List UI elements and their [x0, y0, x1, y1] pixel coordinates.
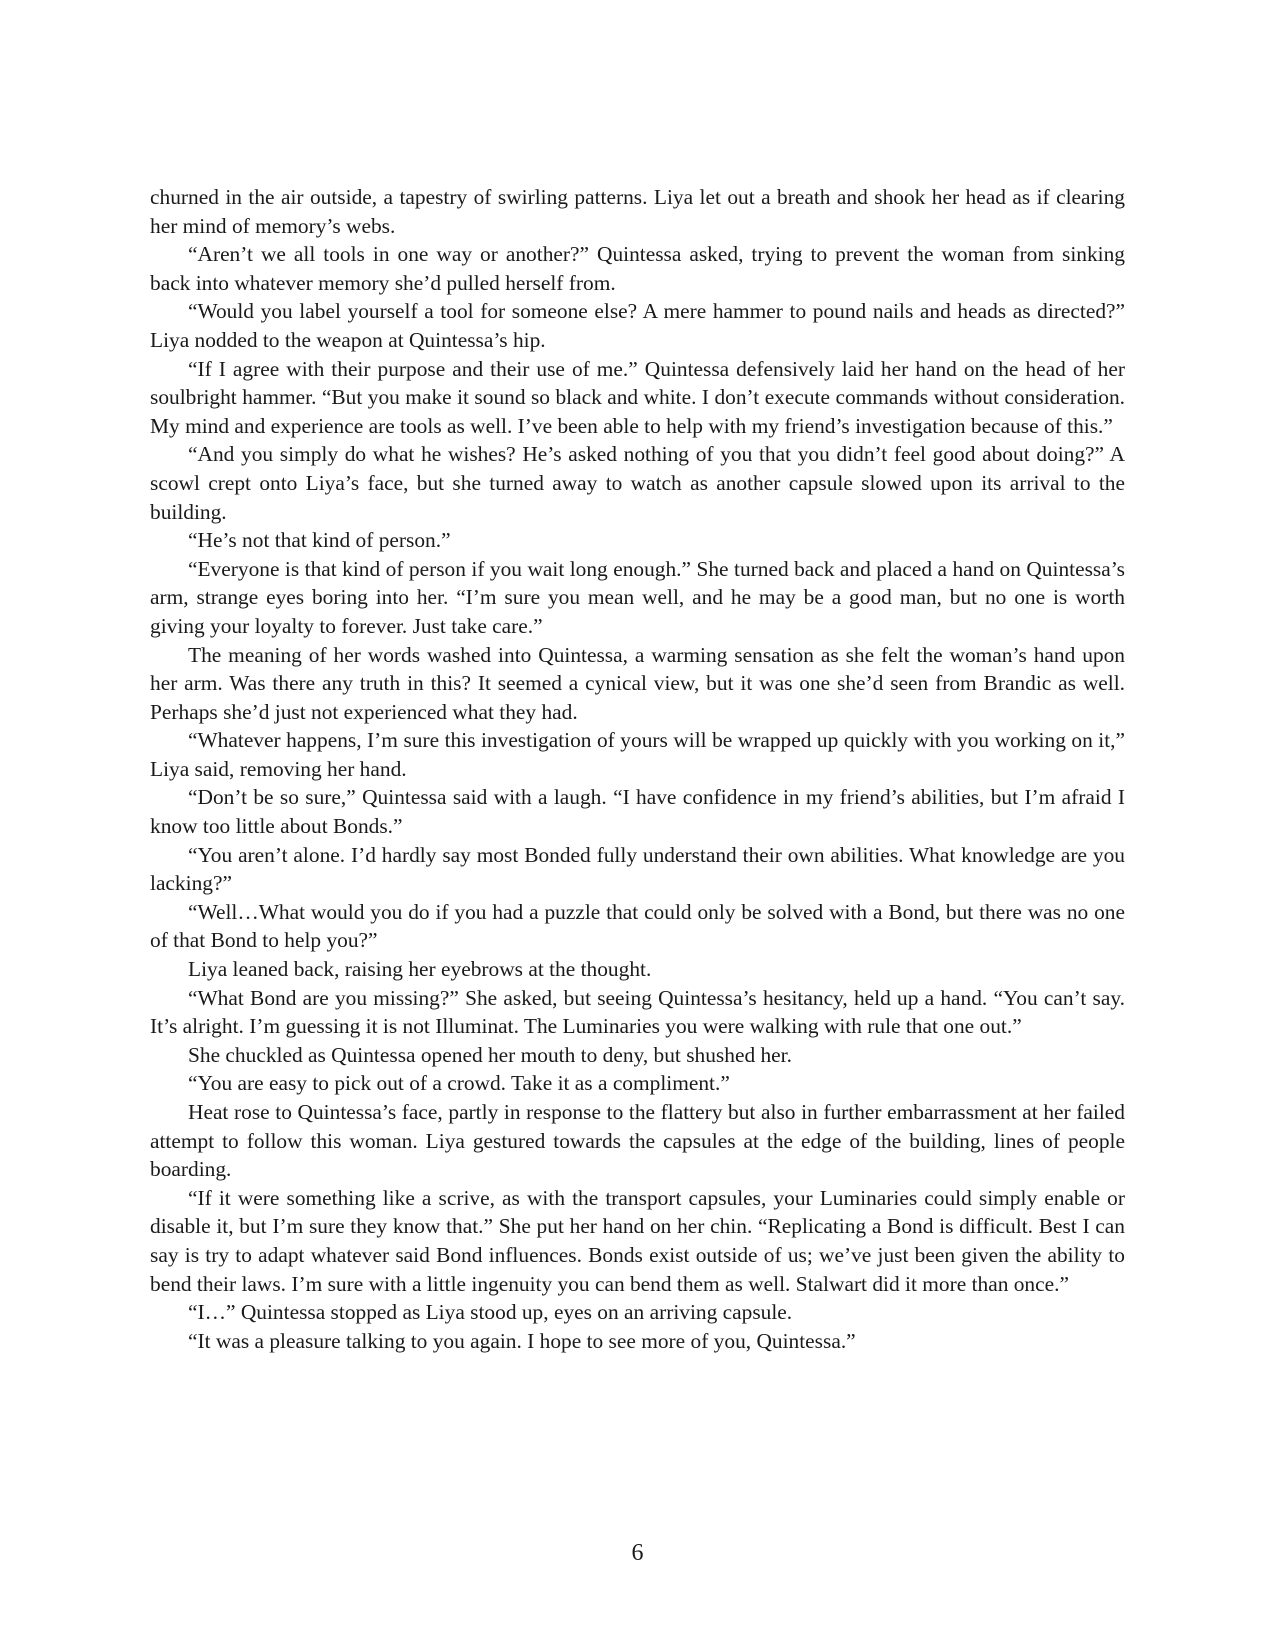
paragraph: She chuckled as Quintessa opened her mouth to deny, but shushed her.: [188, 1042, 792, 1067]
paragraph: “Would you label yourself a tool for someone else? A mere hammer to pound nails and heads as directed?” Liya nodded to the weapon at Quintessa’s hip.: [150, 299, 1125, 352]
paragraph: “Well…What would you do if you had a puzzle that could only be solved with a Bond, but there was no one of that Bond to help you?”: [150, 899, 1125, 953]
paragraph: “He’s not that kind of person.”: [188, 528, 451, 553]
paragraph: “Everyone is that kind of person if you wait long enough.” She turned back and placed a hand on Quintessa’s arm, strange eyes boring into her. “I’m sure you mean well, and he may be a good man, but no one is worth giving your loyalty to forever. Just take care.”: [150, 556, 1125, 638]
paragraph: “And you simply do what he wishes? He’s asked nothing of you that you didn’t feel good about doing?” A scowl crept onto Liya’s face, but she turned away to watch as another capsule slowed upon its arrival to the building.: [150, 442, 1125, 524]
paragraph: “Whatever happens, I’m sure this investigation of yours will be wrapped up quickly with you working on it,” Liya said, removing her hand.: [150, 728, 1125, 781]
paragraph: “I…” Quintessa stopped as Liya stood up, eyes on an arriving capsule.: [188, 1300, 793, 1325]
body-text: [150, 183, 1125, 1355]
paragraph: Heat rose to Quintessa’s face, partly in response to the flattery but also in further embarrassment at her failed attempt to follow this woman. Liya gestured towards the capsules at the edge of the building, lines of people boarding.: [150, 1100, 1125, 1182]
paragraph: “Don’t be so sure,” Quintessa said with a laugh. “I have confidence in my friend’s abilities, but I’m afraid I know too little about Bonds.”: [150, 785, 1125, 839]
paragraph: “If I agree with their purpose and their use of me.” Quintessa defensively laid her hand on the head of her soulbright hammer. “But you make it sound so black and white. I don’t execute commands without consideration. My mind and experience are tools as well. I’ve been able to help with my friend’s investigation because of this.”: [150, 356, 1125, 438]
paragraph: “It was a pleasure talking to you again. I hope to see more of you, Quintessa.”: [188, 1328, 856, 1353]
paragraph: churned in the air outside, a tapestry of swirling patterns. Liya let out a breath and shook her head as if clearing her mind of memory’s webs.: [150, 185, 1125, 238]
paragraph: The meaning of her words washed into Quintessa, a warming sensation as she felt the woman’s hand upon her arm. Was there any truth in this? It seemed a cynical view, but it was one she’d seen from Brandic as well. Perhaps she’d just not experienced what they had.: [150, 642, 1125, 724]
paragraph: “You aren’t alone. I’d hardly say most Bonded fully understand their own abilities. What knowledge are you lacking?”: [150, 842, 1125, 896]
paragraph: “If it were something like a scrive, as with the transport capsules, your Luminaries could simply enable or disable it, but I’m sure they know that.” She put her hand on her chin. “Replicating a Bond is difficult. Best I can say is try to adapt whatever said Bond influences. Bonds exist outside of us; we’ve just been given the ability to bend their laws. I’m sure with a little ingenuity you can bend them as well. Stalwart did it more than once.”: [150, 1185, 1125, 1296]
paragraph: “You are easy to pick out of a crowd. Take it as a compliment.”: [188, 1071, 730, 1096]
page-number: 6: [631, 1540, 644, 1566]
paragraph: Liya leaned back, raising her eyebrows at the thought.: [188, 957, 652, 982]
paragraph: “Aren’t we all tools in one way or another?” Quintessa asked, trying to prevent the woman from sinking back into whatever memory she’d pulled herself from.: [150, 242, 1125, 295]
paragraph: “What Bond are you missing?” She asked, but seeing Quintessa’s hesitancy, held up a hand. “You can’t say. It’s alright. I’m guessing it is not Illuminat. The Luminaries you were walking with rule that one out.”: [150, 985, 1125, 1039]
